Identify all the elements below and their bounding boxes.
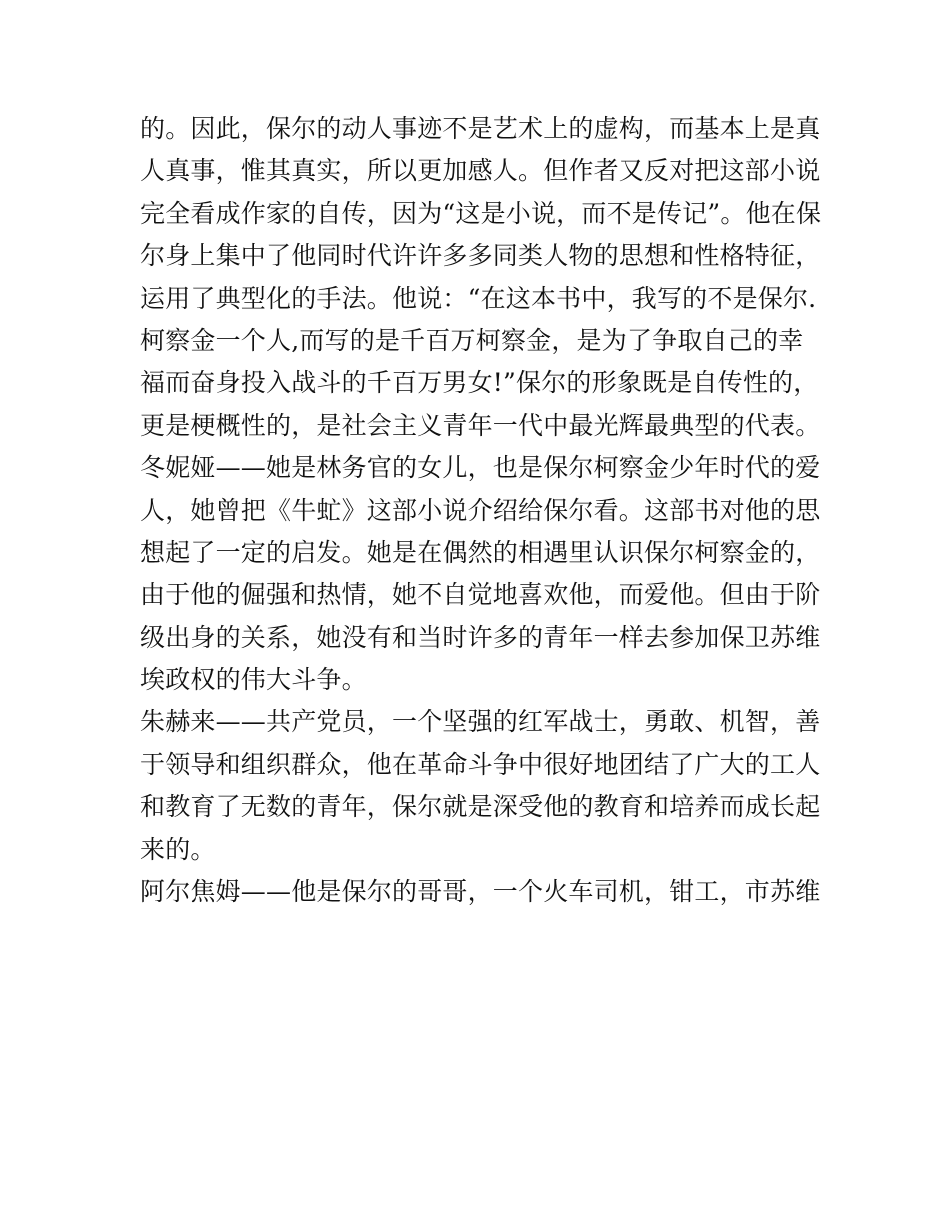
text-line: 埃政权的伟大斗争。 bbox=[140, 665, 367, 695]
text-line: 柯察金一个人,而写的是千百万柯察金，是为了争取自己的幸 bbox=[140, 325, 804, 355]
text-line: 尔身上集中了他同时代许许多多同类人物的思想和性格特征， bbox=[140, 241, 821, 271]
text-line: 更是梗概性的，是社会主义青年一代中最光辉最典型的代表。 bbox=[140, 410, 821, 440]
text-line: 人，她曾把《牛虻》这部小说介绍给保尔看。这部书对他的思 bbox=[140, 495, 821, 525]
text-line: 级出身的关系，她没有和当时许多的青年一样去参加保卫苏维 bbox=[140, 622, 821, 652]
text-line: 想起了一定的启发。她是在偶然的相遇里认识保尔柯察金的， bbox=[140, 537, 821, 567]
text-line: 阿尔焦姆——他是保尔的哥哥，一个火车司机，钳工，市苏维 bbox=[140, 877, 821, 907]
text-line: 来的。 bbox=[140, 834, 216, 864]
text-line: 的。因此，保尔的动人事迹不是艺术上的虚构，而基本上是真 bbox=[140, 114, 821, 143]
text-line: 冬妮娅——她是林务官的女儿，也是保尔柯察金少年时代的爱 bbox=[140, 453, 821, 483]
text-line: 于领导和组织群众，他在革命斗争中很好地团结了广大的工人 bbox=[140, 749, 821, 779]
body-text bbox=[140, 108, 820, 913]
text-line: 朱赫来——共产党员，一个坚强的红军战士，勇敢、机智，善 bbox=[140, 707, 821, 737]
text-line: 和教育了无数的青年，保尔就是深受他的教育和培养而成长起 bbox=[140, 792, 821, 822]
text-line: 福而奋身投入战斗的千百万男女!”保尔的形象既是自传性的， bbox=[140, 368, 819, 398]
text-line: 运用了典型化的手法。他说：“在这本书中，我写的不是保尔. bbox=[140, 283, 817, 313]
text-line: 人真事，惟其真实，所以更加感人。但作者又反对把这部小说 bbox=[140, 156, 821, 186]
text-line: 由于他的倔强和热情，她不自觉地喜欢他，而爱他。但由于阶 bbox=[140, 580, 821, 610]
text-line: 完全看成作家的自传，因为“这是小说，而不是传记”。他在保 bbox=[140, 198, 822, 228]
